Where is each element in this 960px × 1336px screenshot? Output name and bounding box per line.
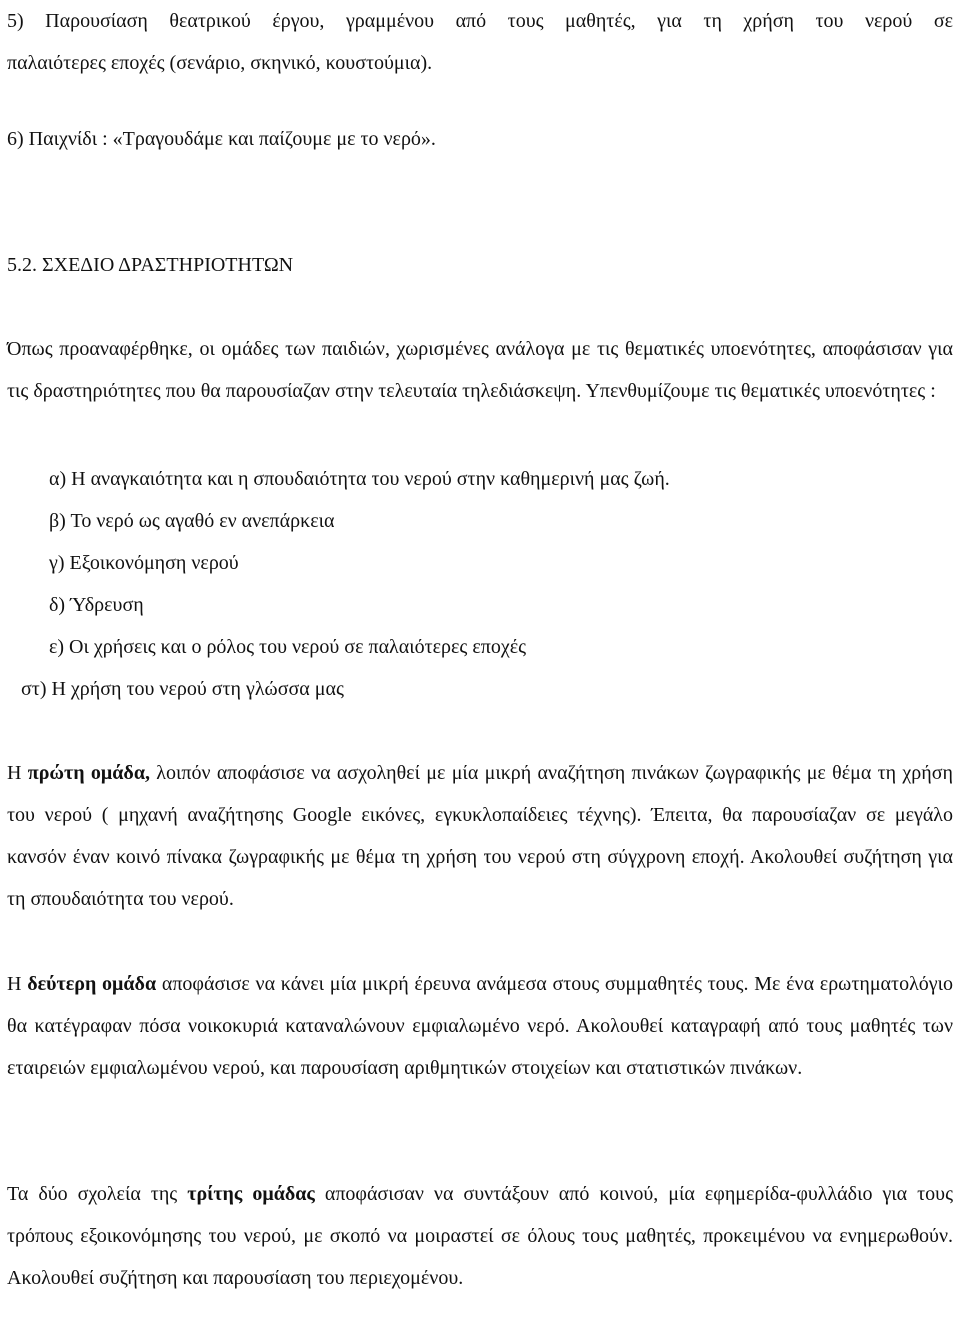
subtopic-item-e: ε) Οι χρήσεις και ο ρόλος του νερού σε παλαιότερες εποχές	[49, 636, 527, 658]
intro-paragraph: Όπως προαναφέρθηκε, οι ομάδες των παιδιών, χωρισμένες ανάλογα με τις θεματικές υποενότητες, αποφάσισαν για τις δραστηριότητες που θα παρουσίαζαν στην τελευταία τηλεδιάσκεψη. Υπενθυμίζουμε τις θεματικές υποενότητες :	[7, 338, 953, 402]
section-heading-text: 5.2. ΣΧΕΔΙΟ ΔΡΑΣΤΗΡΙΟΤΗΤΩΝ	[7, 254, 294, 276]
section-heading	[7, 244, 953, 286]
group-2-name: δεύτερη ομάδα	[27, 973, 157, 995]
subtopic-item-d: δ) Ύδρευση	[49, 594, 144, 616]
item-5-line-2: παλαιότερες εποχές (σενάριο, σκηνικό, κουστούμια).	[7, 52, 433, 74]
group-3-paragraph	[7, 1173, 953, 1299]
group-3-name: τρίτης ομάδας	[187, 1183, 315, 1205]
subtopic-item-a: α) Η αναγκαιότητα και η σπουδαιότητα του νερού στην καθημερινή μας ζωή.	[49, 468, 670, 490]
subtopic-item-c: γ) Εξοικονόμηση νερού	[49, 552, 239, 574]
group-2-prefix: Η	[7, 973, 28, 995]
group-2-text: αποφάσισε να κάνει μία μικρή έρευνα ανάμεσα στους συμμαθητές τους. Με ένα ερωτηματολόγιο θα κατέγραφαν πόσα νοικοκυριά καταναλώνουν εμφιαλωμένο νερό. Ακολουθεί καταγραφή από τους μαθητές των εταιρειών εμφιαλωμένου νερού, και παρουσίαση αριθμητικών στοιχείων και στατιστικών πινάκων.	[7, 973, 953, 1079]
item-5-line-1: 5) Παρουσίαση θεατρικού έργου, γραμμένου από τους μαθητές, για τη χρήση του νερού σε	[7, 10, 953, 32]
item-5-paragraph	[7, 0, 953, 84]
group-1-prefix: Η	[7, 762, 28, 784]
group-3-prefix: Τα δύο σχολεία της	[7, 1183, 188, 1205]
group-2-paragraph	[7, 963, 953, 1089]
subtopic-item-b: β) Το νερό ως αγαθό εν ανεπάρκεια	[49, 510, 335, 532]
group-1-text: λοιπόν αποφάσισε να ασχοληθεί με μία μικρή αναζήτηση πινάκων ζωγραφικής με θέμα τη χρήση του νερού ( μηχανή αναζήτησης Google εικόνες, εγκυκλοπαίδειες τέχνης). Έπειτα, θα παρουσίαζαν σε μεγάλο κανσόν έναν κοινό πίνακα ζωγραφικής με θέμα τη χρήση του νερού στη σύγχρονη εποχή. Ακολουθεί συζήτηση για τη σπουδαιότητα του νερού.	[7, 762, 953, 910]
group-1-paragraph	[7, 752, 953, 920]
group-1-name: πρώτη ομάδα,	[27, 762, 150, 784]
subtopic-item-st: στ) Η χρήση του νερού στη γλώσσα μας	[21, 678, 344, 700]
item-6-line: 6) Παιχνίδι : «Τραγουδάμε και παίζουμε με το νερό».	[7, 128, 436, 150]
group-3-text: αποφάσισαν να συντάξουν από κοινού, μία εφημερίδα-φυλλάδιο για τους τρόπους εξοικονόμησης του νερού, με σκοπό να μοιραστεί σε όλους τους μαθητές, προκειμένου να ενημερωθούν. Ακολουθεί συζήτηση και παρουσίαση του περιεχομένου.	[7, 1183, 953, 1289]
item-6-paragraph	[7, 118, 953, 160]
